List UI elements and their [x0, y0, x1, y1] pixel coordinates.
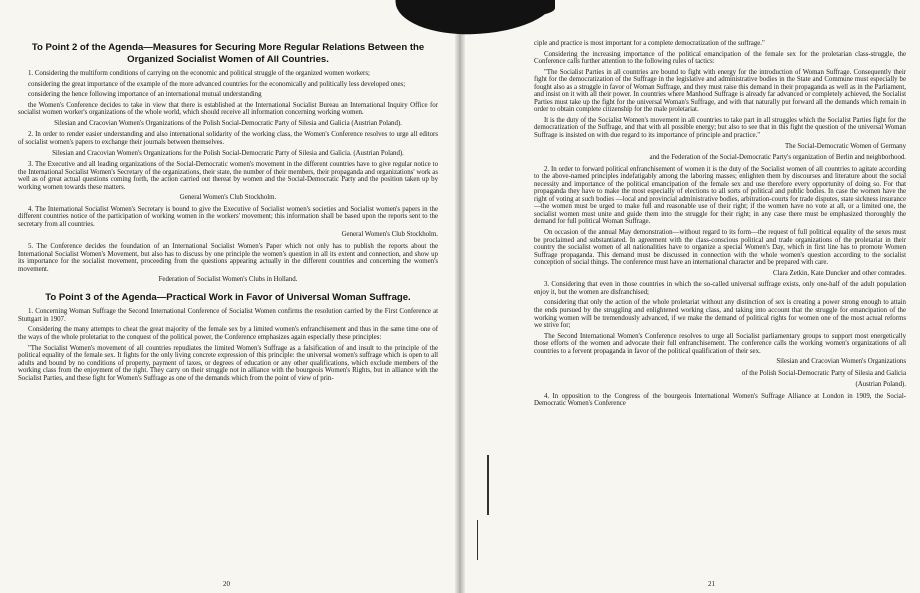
right-page-text	[534, 40, 906, 580]
paragraph: 1. Considering the multiform conditions of carrying on the economic and political struggle of the organized women workers;	[28, 70, 370, 78]
paragraph: Considering the many attempts to cheat the great majority of the female sex by a limited women's enfranchisement and thus in the same time one of the ways of the whole proletariat to the conquest of the political power, the Conference emphasizes again especially these principles:	[18, 326, 438, 341]
right-page	[460, 0, 920, 593]
paragraph: 1. Concerning Woman Suffrage the Second International Conference of Socialist Women confirms the resolution carried by the First Conference at Stuttgart in 1907.	[18, 308, 438, 323]
paragraph: the Women's Conference decides to take in view that there is established at the International Socialist Bureau an International Inquiry Office for socialist women worker's organizations of the whole world, which should receive all information concerning working women.	[18, 101, 438, 117]
signature: Federation of Socialist Women's Clubs in Holland.	[158, 276, 298, 284]
signature: (Austrian Poland).	[855, 381, 906, 389]
paragraph: "The Socialist Women's movement of all countries repudiates the limited Women's Suffrage as a falsification of and insult to the principle of the political equality of the female sex. It fights for the only living concrete expression of this principle: the universal women's suffrage which is open to all adults and bound by no conditions of property, payment of taxes, or degrees of education or any other qualifications, which exclude members of the working class from the enjoyment of the right. They carry on their struggle not in alliance with the bourgeois Women's Rights, but in alliance with the Socialist Parties, and these fight for Women's Suffrage as one of the demands which from the point of view of prin-	[18, 344, 438, 382]
paragraph: On occasion of the annual May demonstration—without regard to its form—the request of full political equality of the sexes must be proclaimed and substantiated. In agreement with the class-conscious political and trade organizations of the proletariat in their country the socialist women of all nationalities have to organize a special Women's Day, which in first line has to promote Women Suffrage propaganda. This demand must be discussed in connection with the whole women's question according to the socialist conception of social things. The conference must have an international character and be prepared with care.	[534, 229, 906, 267]
paragraph: considering the hence following importance of an international mutual understanding	[28, 91, 262, 99]
heading-point-2: To Point 2 of the Agenda—Measures for Securing More Regular Relations Between the Organized Socialist Women of All Countries.	[31, 42, 425, 65]
paragraph: 3. The Executive and all leading organizations of the Social-Democratic women's movement in the different countries have to give regular notice to the International Socialist Women's Secretary of the organizations, their state, the number of their members, their propaganda and organizations' work as well as of great actual questions coming forth, the action carried out thereat by women and the Social-Democratic Party and the position taken up by working women towards these matters.	[18, 161, 438, 191]
page-number: 21	[708, 580, 715, 588]
paragraph: 3. Considering that even in those countries in which the so-called universal suffrage exists, only one-half of the adult population enjoy it, but the women are disfranchised;	[534, 281, 906, 296]
signature: Silesian and Cracovian Women's Organizations	[776, 358, 906, 366]
left-page-text	[18, 42, 438, 580]
signature: The Social-Democratic Women of Germany	[784, 142, 906, 150]
paragraph: 4. In opposition to the Congress of the bourgeois International Women's Suffrage Alliance at London in 1909, the Social-Democratic Women's Conference	[534, 392, 906, 408]
signature: Silesian and Cracovian Women's Organizations for the Polish Social-Democratic Party of Silesia and Galicia. (Austrian Poland).	[52, 149, 404, 157]
paragraph: The Second International Women's Conference resolves to urge all Socialist parliamentary groups to support most energetically those efforts of the women and advocate their full enfranchisement. The conference calls the working women's organizations of all countries to a fervent propaganda in favor of the political qualification of their sex.	[534, 332, 906, 355]
paragraph: 2. In order to render easier understanding and also international solidarity of the working class, the Women's Conference resolves to urge all editors of socialist women's papers to exchange their journals between themselves.	[18, 131, 438, 147]
page-number: 20	[223, 580, 230, 588]
paragraph: "The Socialist Parties in all countries are bound to fight with energy for the introduction of Woman Suffrage. Consequently their fight for the democratization of the Suffrage in the legislative and administrative bodies in the State and Commune must especially be fought also as a struggle in favor of Woman Suffrage, and they must raise this demand in their propaganda as well as in the Parliament, and insist on it with all their power. In countries where Manhood Suffrage is already far advanced or completely achieved, the Socialist Parties must take up the fight for the universal Woman's Suffrage, and with that naturally put forward all the demands which remain in order to obtain complete citizenship for the male proletariat.	[534, 68, 906, 114]
signature: Clara Zetkin, Kate Duncker and other comrades.	[772, 269, 906, 277]
signature: General Women's Club Stockholm.	[341, 231, 438, 239]
paragraph: Considering the increasing importance of the political emancipation of the female sex for the proletarian class-struggle, the Conference calls further attention to the following rules of tactics:	[534, 50, 906, 66]
book-gutter	[455, 0, 465, 593]
ink-blot	[500, 0, 555, 16]
paragraph: ciple and practice is most important for a complete democratization of the suffrage."	[534, 40, 765, 47]
signature: Silesian and Cracovian Women's Organizations of the Polish Social-Democratic Party of Silesia and Galicia (Austrian Poland).	[54, 119, 402, 127]
paragraph: considering that only the action of the whole proletariat without any distinction of sex is creating a power strong enough to attain the ends pursued by the struggling and enlightened working class, and taking into account that the struggle for emancipation of the working women will be tremendously advanced, if we make the demand of political rights for women one of the most actual reforms we strive for;	[534, 299, 906, 330]
margin-mark	[477, 520, 478, 560]
signature: General Women's Club Stockholm.	[179, 194, 277, 202]
paragraph: It is the duty of the Socialist Women's movement in all countries to take part in all struggles which the Socialist Parties fight for the democratization of the Suffrage, and that with all possible energy; but also to see that in this fight the question of the universal Woman Suffrage is insisted on with due regard to its importance of principle and practice."	[534, 116, 906, 140]
paragraph: 2. In order to forward political enfranchisement of women it is the duty of the Socialist women of all countries to agitate according to the above-named principles indefatigably among the laboring masses; enlighten them by discourses and literature about the social necessity and importance of the political emancipation of the female sex and use therefore every opportunity of doing so. For that propaganda they have to make the most especially of elections to all sorts of political and public bodies. In case the women have the right of voting at such bodies —local and provincial administrative bodies, arbitration-courts for trade disputes, state sickness insurance—the women must be urged to make full and reasonable use of their right; if the women have no vote at all, or a limited one, the socialist women must unite and guide them into the struggle for their right; in any case there must be emphasized thoroughly the demand for full political Woman Suffrage.	[534, 165, 906, 226]
signature: of the Polish Social-Democratic Party of Silesia and Galicia	[741, 369, 906, 377]
paragraph: 5. The Conference decides the foundation of an International Socialist Women's Paper which not only has to publish the reports about the International Socialist Women's Movement, but also has to discuss by one principle the women's question in all its extent and connection, and show up its importance for the socialist movement, proceeding from the questions appearing actually in the different countries and concerning the women's movement.	[18, 243, 438, 273]
heading-point-3: To Point 3 of the Agenda—Practical Work in Favor of Universal Woman Suffrage.	[45, 291, 411, 303]
paragraph: considering the great importance of the example of the more advanced countries for the economically and politically less developed ones;	[28, 80, 406, 88]
margin-mark	[487, 455, 489, 515]
signature: and the Federation of the Social-Democratic Party's organization of Berlin and neighborhood.	[649, 154, 906, 162]
paragraph: 4. The International Socialist Women's Secretary is bound to give the Executive of Socialist women's societies and Socialist women's papers in the different countries notice of the participation of working women in the workers' movement; this information shall be based upon the reports sent to the secretary from all countries.	[18, 205, 438, 228]
